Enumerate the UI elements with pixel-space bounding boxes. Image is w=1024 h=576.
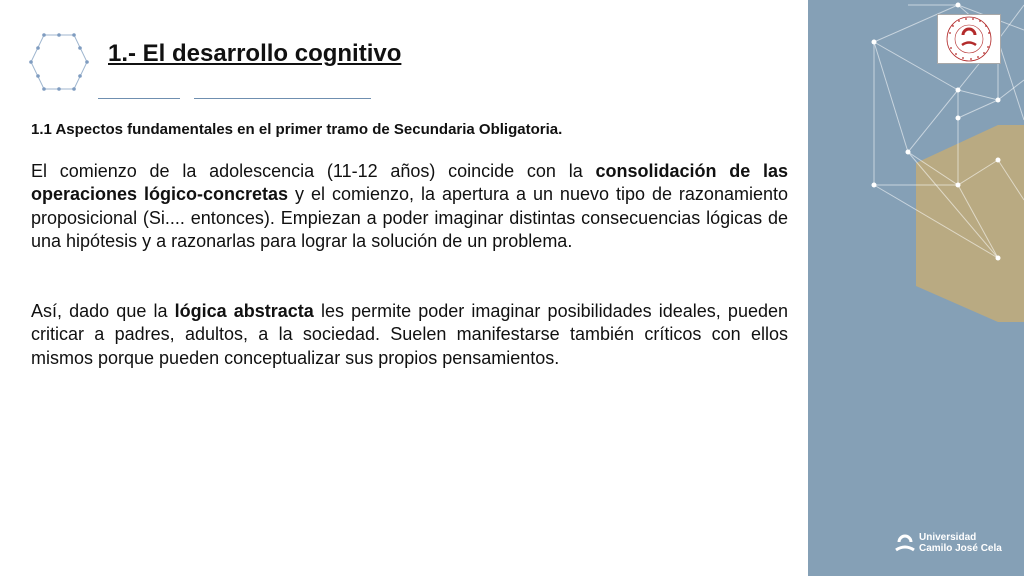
university-logo: [894, 531, 1014, 557]
paragraph-2-text-a: Así, dado que la: [31, 301, 175, 321]
paragraph-2-emphasis: lógica abstracta: [174, 301, 314, 321]
side-panel: [808, 0, 1024, 576]
title-underline-long: [194, 98, 371, 99]
title-underline-short: [98, 98, 180, 99]
logo-line-university: Universidad: [919, 532, 977, 543]
paragraph-adolescence: [31, 160, 788, 253]
paragraph-1-emphasis: consolidación de las operaciones lógico-concretas: [31, 161, 788, 205]
paragraph-1-text-b: y el comienzo, la apertura a un nuevo tipo de razonamiento proposicional (Si.... entonces). Empiezan a poder imaginar distintas consecuencias lógicas de una hipótesis y a razonarlas para lograr la solución de un problema.: [31, 184, 788, 251]
section-subtitle: 1.1 Aspectos fundamentales en el primer tramo de Secundaria Obligatoria.: [31, 121, 563, 138]
university-seal-icon: [938, 15, 1000, 63]
network-pattern-icon: [808, 0, 1024, 576]
paragraph-abstract-logic: [31, 300, 788, 370]
paragraph-1-text-a: El comienzo de la adolescencia (11-12 años) coincide con la: [31, 161, 596, 181]
university-logo-icon: [894, 533, 916, 555]
slide-title: 1.- El desarrollo cognitivo: [108, 40, 402, 67]
hexagon-decoration-icon: [28, 32, 90, 92]
gold-hexagon: [916, 125, 1024, 322]
university-crest: [937, 14, 1001, 64]
logo-line-name: Camilo José Cela: [919, 543, 1002, 554]
paragraph-2-text-b: les permite poder imaginar posibilidades ideales, pueden criticar a padres, adultos, a la sociedad. Suelen manifestarse también críticos con ellos mismos porque pueden conceptualizar sus propios pensamientos.: [31, 301, 788, 368]
